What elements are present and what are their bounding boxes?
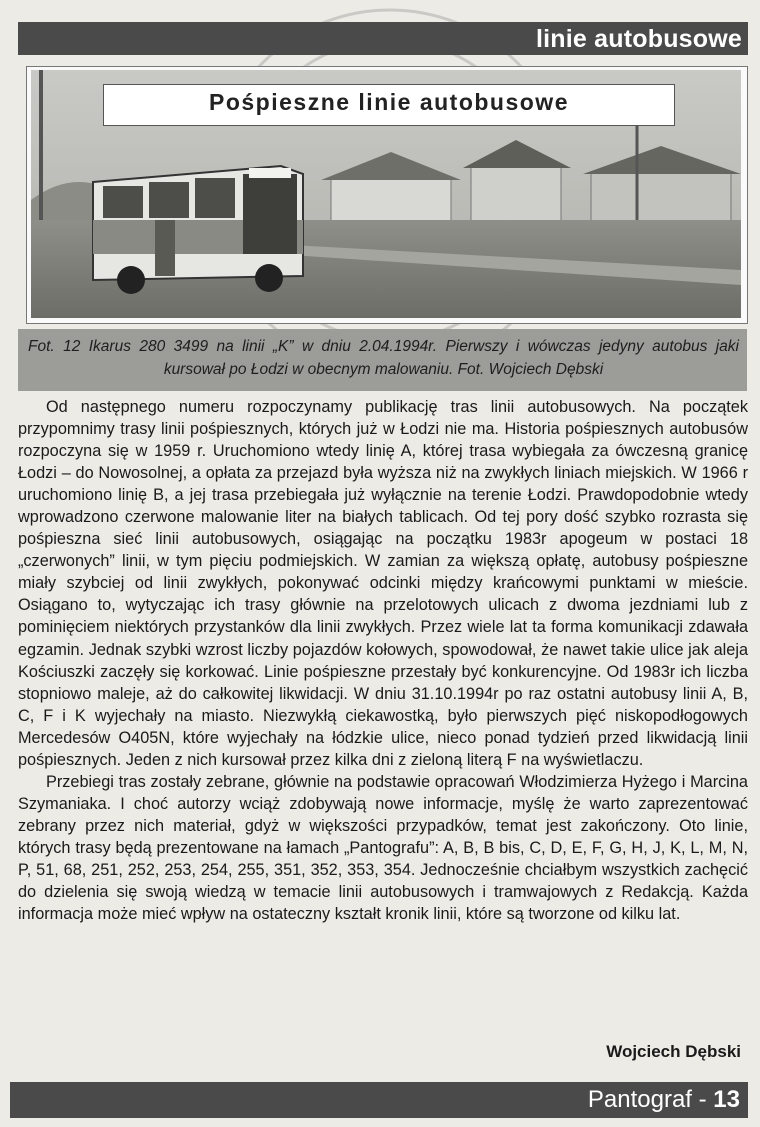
bus-photo (31, 70, 741, 318)
photo-caption-bar (18, 329, 747, 391)
article-body (18, 396, 748, 925)
photo-frame (26, 66, 748, 324)
article-title: Pośpieszne linie autobusowe (208, 89, 569, 115)
article-paragraph: Przebiegi tras zostały zebrane, głównie na podstawie opracowań Włodzimierza Hyżego i Marcina Szymaniaka. I choć autorzy wciąż zdobywają nowe informacje, myślę że warto zaprezentować zebrany przez nich materiał, gdyż w większości przypadków, temat jest zakończony. Oto linie, których trasy będą prezentowane na łamach „Pantografu”: A, B, B bis, C, D, E, F, G, H, J, K, L, M, N, P, 51, 68, 251, 252, 253, 254, 255, 351, 352, 353, 354. Jednocześnie chciałbym wszystkich zachęcić do dzielenia się swoją wiedzą w temacie linii autobusowych i tramwajowych z Redakcją. Każda informacja może mieć wpływ na ostateczny kształt kronik linii, które są tworzone od kilku lat. (18, 772, 748, 924)
author-signature: Wojciech Dębski (606, 1042, 741, 1061)
section-title: linie autobusowe (536, 25, 742, 53)
footer-bar (10, 1082, 748, 1118)
ikarus-bus (93, 166, 303, 294)
photo-title-box (103, 84, 675, 126)
section-header-bar (18, 22, 748, 55)
photo-caption: Fot. 12 Ikarus 280 3499 na linii „K” w dniu 2.04.1994r. Pierwszy i wówczas jedyny autobus jaki kursował po Łodzi w obecnym malowaniu. Fot. Wojciech Dębski (28, 338, 739, 378)
article-paragraph: Od następnego numeru rozpoczynamy publikację tras linii autobusowych. Na początek przypomnimy trasy linii pośpiesznych, których już w Łodzi nie ma. Historia pośpiesznych autobusów rozpoczyna się w 1959 r. Uruchomiono wtedy linię A, której trasa wybiegała za ówczesną granicę Łodzi – do Nowosolnej, a opłata za przejazd była wyższa niż na zwykłych liniach miejskich. W 1966 r uruchomiono linię B, a jej trasa przebiegała już wyłącznie na terenie Łodzi. Prawdopodobnie wtedy wprowadzono czerwone malowanie liter na białych tablicach. Od tej pory dość szybko rozrasta się pośpieszna sieć linii autobusowych, osiągając na początku 1983r apogeum w postaci 18 „czerwonych” linii, w tym pięciu podmiejskich. W zamian za większą opłatę, autobusy pośpieszne miały szybciej od linii zwykłych, pokonywać odcinki między krańcowymi punktami w mieście. Osiągano to, wytyczając ich trasy głównie na przelotowych ulicach z dwoma jezdniami lub z pominięciem niektórych przystanków dla linii zwykłych. Przez wiele lat ta forma komunikacji zdawała egzamin. Jednak szybki wzrost liczby pojazdów kołowych, spowodował, że nawet takie ulice jak aleja Kościuszki zaczęły się korkować. Linie pośpieszne przestały być konkurencyjne. Od 1983r ich liczba stopniowo maleje, aż do całkowitej likwidacji. W dniu 31.10.1994r po raz ostatni autobusy linii A, B, C, F i K wyjechały na miasto. Niezwykłą ciekawostką, było pierwszych pięć niskopodłogowych Mercedesów O405N, które wyjechały na łódzkie ulice, nieco ponad tydzień przed likwidacją linii pośpiesznych. Jeden z nich kursował przez kilka dni z zieloną literą F na wyświetlaczu. (18, 398, 748, 769)
page-number: 13 (713, 1086, 740, 1113)
journal-title: Pantograf - (587, 1086, 714, 1113)
journal-name (588, 1086, 740, 1114)
